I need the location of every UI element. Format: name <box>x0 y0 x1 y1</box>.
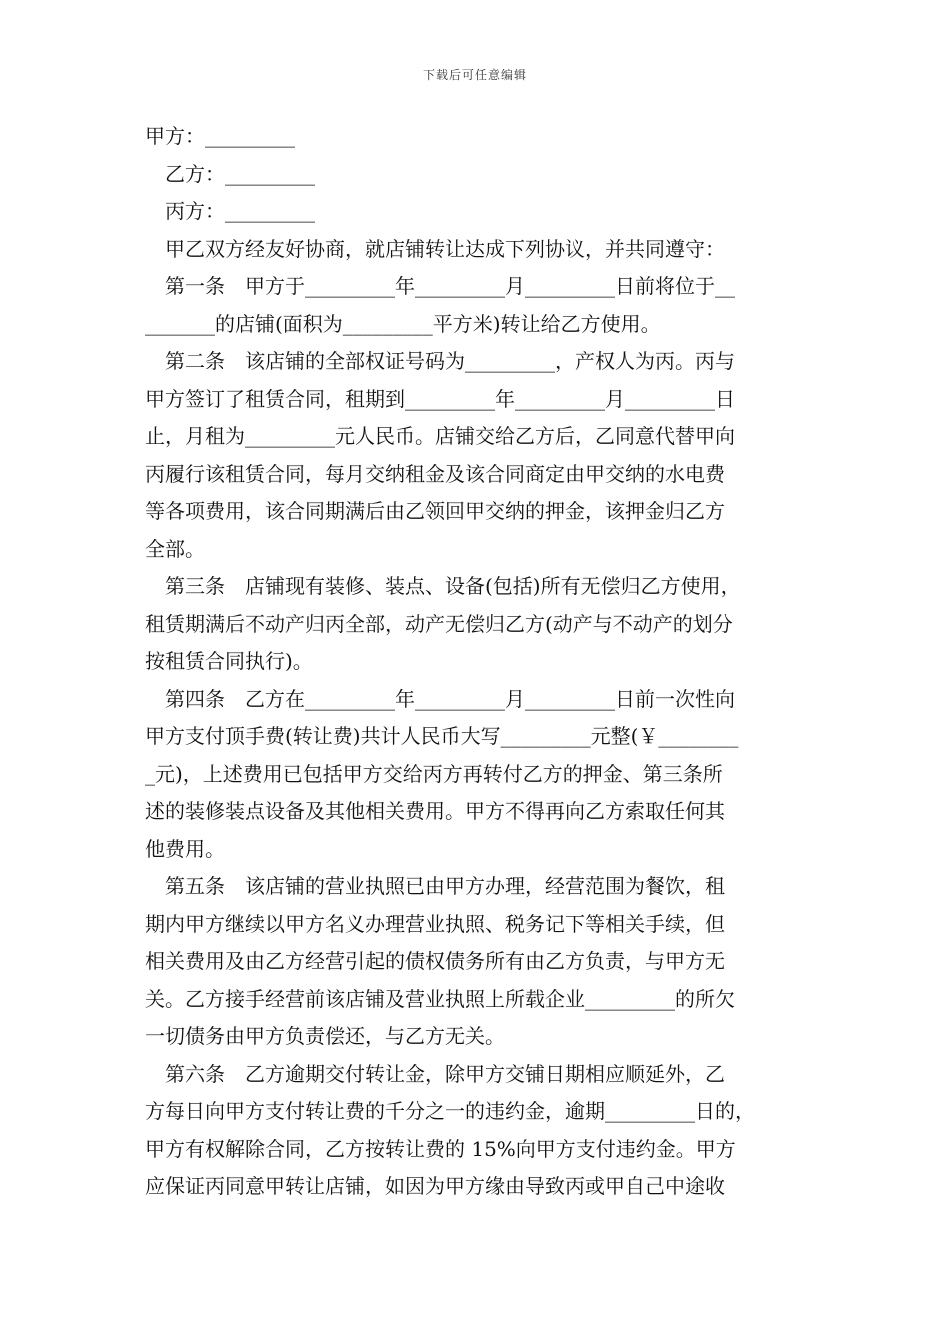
document-line: 他费用。 <box>145 836 225 861</box>
document-line: 按租赁合同执行)。 <box>145 649 313 673</box>
document-line: 全部。 <box>145 536 205 561</box>
document-line: 丙方：_________ <box>145 199 315 223</box>
document-line: 乙方：_________ <box>145 161 315 186</box>
document-line: 第二条 该店铺的全部权证号码为_________，产权人为丙。丙与 <box>145 349 735 373</box>
document-line: 方每日向甲方支付转让费的千分之一的违约金，逾期_________日的， <box>145 1099 755 1123</box>
document-line: 甲方签订了租赁合同，租期到_________年_________月_________日 <box>145 386 735 411</box>
document-line: 止，月租为_________元人民币。店铺交给乙方后，乙同意代替甲向 <box>145 424 735 448</box>
document-line: 应保证丙同意甲转让店铺，如因为甲方缘由导致丙或甲自己中途收 <box>145 1174 725 1198</box>
document-line: _______的店铺(面积为_________平方米)转让给乙方使用。 <box>145 311 661 336</box>
document-line: 第一条 甲方于_________年_________月_________日前将位于__ <box>145 274 735 298</box>
document-line: 关。乙方接手经营前该店铺及营业执照上所载企业_________的所欠 <box>145 986 735 1011</box>
document-line: 第三条 店铺现有装修、装点、设备(包括)所有无偿归乙方使用， <box>145 574 741 598</box>
document-line: 甲方：_________ <box>145 124 295 148</box>
header-note: 下载后可任意编辑 <box>422 68 527 82</box>
document-line: 租赁期满后不动产归丙全部，动产无偿归乙方(动产与不动产的划分 <box>145 611 733 636</box>
document-line: 等各项费用，该合同期满后由乙领回甲交纳的押金，该押金归乙方 <box>145 499 725 523</box>
document-body <box>145 118 810 1206</box>
document-line: 甲方支付顶手费(转让费)共计人民币大写_________元整(￥________ <box>145 724 739 748</box>
document-line: 期内甲方继续以甲方名义办理营业执照、税务记下等相关手续，但 <box>145 911 725 936</box>
document-line: 甲方有权解除合同，乙方按转让费的 15%向甲方支付违约金。甲方 <box>145 1136 736 1161</box>
document-line: 第五条 该店铺的营业执照已由甲方办理，经营范围为餐饮，租 <box>145 874 725 898</box>
document-line: 第六条 乙方逾期交付转让金，除甲方交铺日期相应顺延外，乙 <box>145 1061 725 1086</box>
document-line: 一切债务由甲方负责偿还，与乙方无关。 <box>145 1024 505 1048</box>
document-line: 述的装修装点设备及其他相关费用。甲方不得再向乙方索取任何其 <box>145 799 725 823</box>
document-line: _元)，上述费用已包括甲方交给丙方再转付乙方的押金、第三条所 <box>145 761 723 786</box>
document-line: 甲乙双方经友好协商，就店铺转让达成下列协议，并共同遵守： <box>145 236 725 261</box>
document-line: 相关费用及由乙方经营引起的债权债务所有由乙方负责，与甲方无 <box>145 949 725 973</box>
document-line: 丙履行该租赁合同，每月交纳租金及该合同商定由甲交纳的水电费 <box>145 461 725 486</box>
document-line: 第四条 乙方在_________年_________月_________日前一次性向 <box>145 686 735 711</box>
